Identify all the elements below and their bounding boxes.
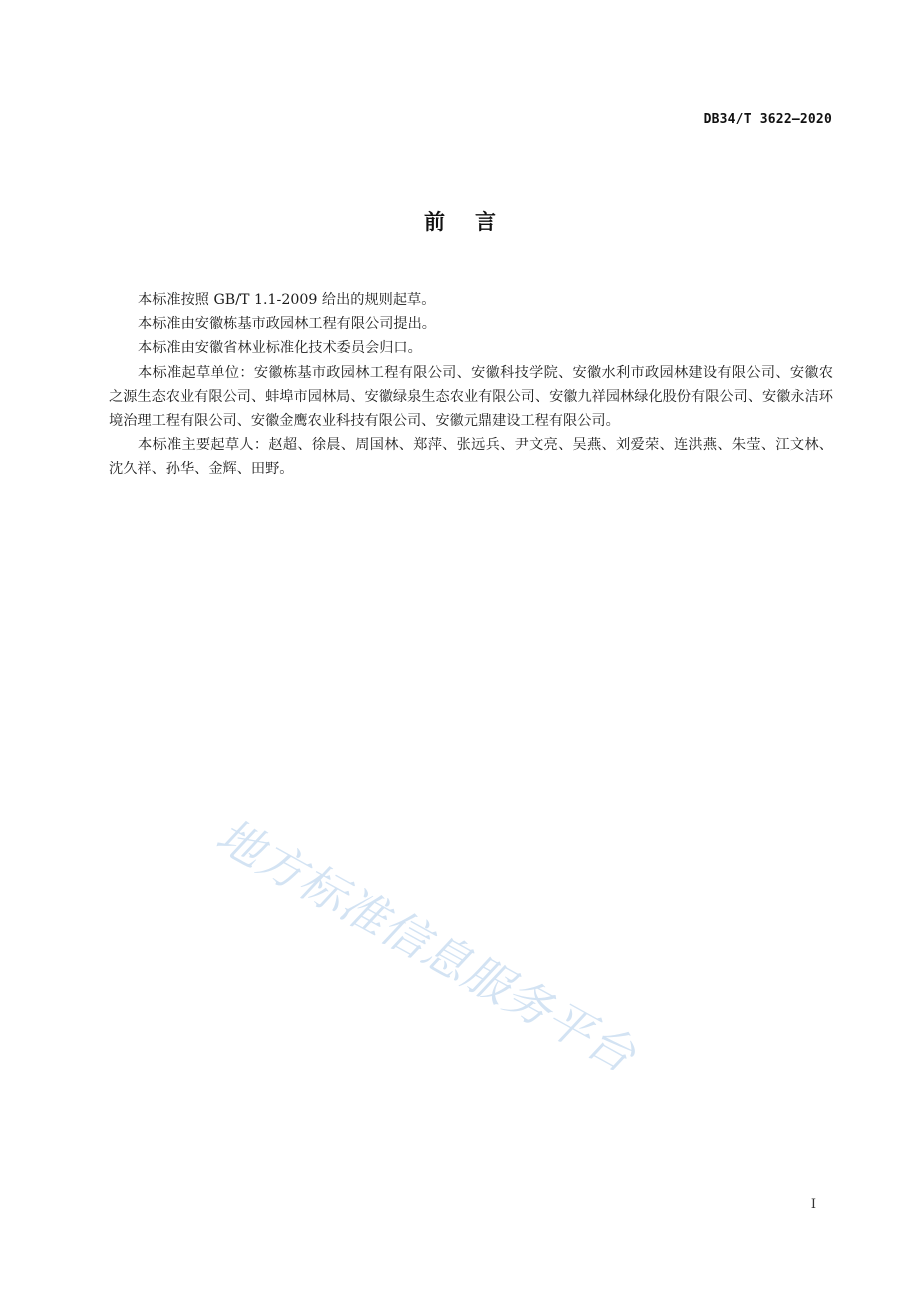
title-char-2: 言 — [475, 210, 496, 234]
watermark-text: 地方标准信息服务平台 — [207, 807, 645, 1083]
page-number: I — [810, 1197, 816, 1212]
paragraph-committee: 本标准由安徽省林业标准化技术委员会归口。 — [138, 340, 422, 357]
paragraph-drafters: 本标准主要起草人：赵超、徐晨、周国林、郑萍、张远兵、尹文亮、吴燕、刘爱荣、连洪燕、朱莹、江文林、沈久祥、孙华、金辉、田野。 — [109, 437, 833, 478]
paragraph-proposer: 本标准由安徽栋基市政园林工程有限公司提出。 — [138, 316, 436, 333]
page-title — [0, 206, 920, 236]
foreword-body — [109, 288, 833, 482]
title-char-1: 前 — [424, 210, 445, 234]
paragraph-drafting-rules: 本标准按照 GB/T 1.1-2009 给出的规则起草。 — [138, 292, 436, 308]
paragraph-drafting-units: 本标准起草单位：安徽栋基市政园林工程有限公司、安徽科技学院、安徽水利市政园林建设有限公司、安徽农之源生态农业有限公司、蚌埠市园林局、安徽绿泉生态农业有限公司、安徽九祥园林绿化股份有限公司、安徽永洁环境治理工程有限公司、安徽金鹰农业科技有限公司、安徽元鼎建设工程有限公司。 — [109, 364, 833, 430]
standard-code: DB34/T 3622—2020 — [703, 112, 832, 127]
